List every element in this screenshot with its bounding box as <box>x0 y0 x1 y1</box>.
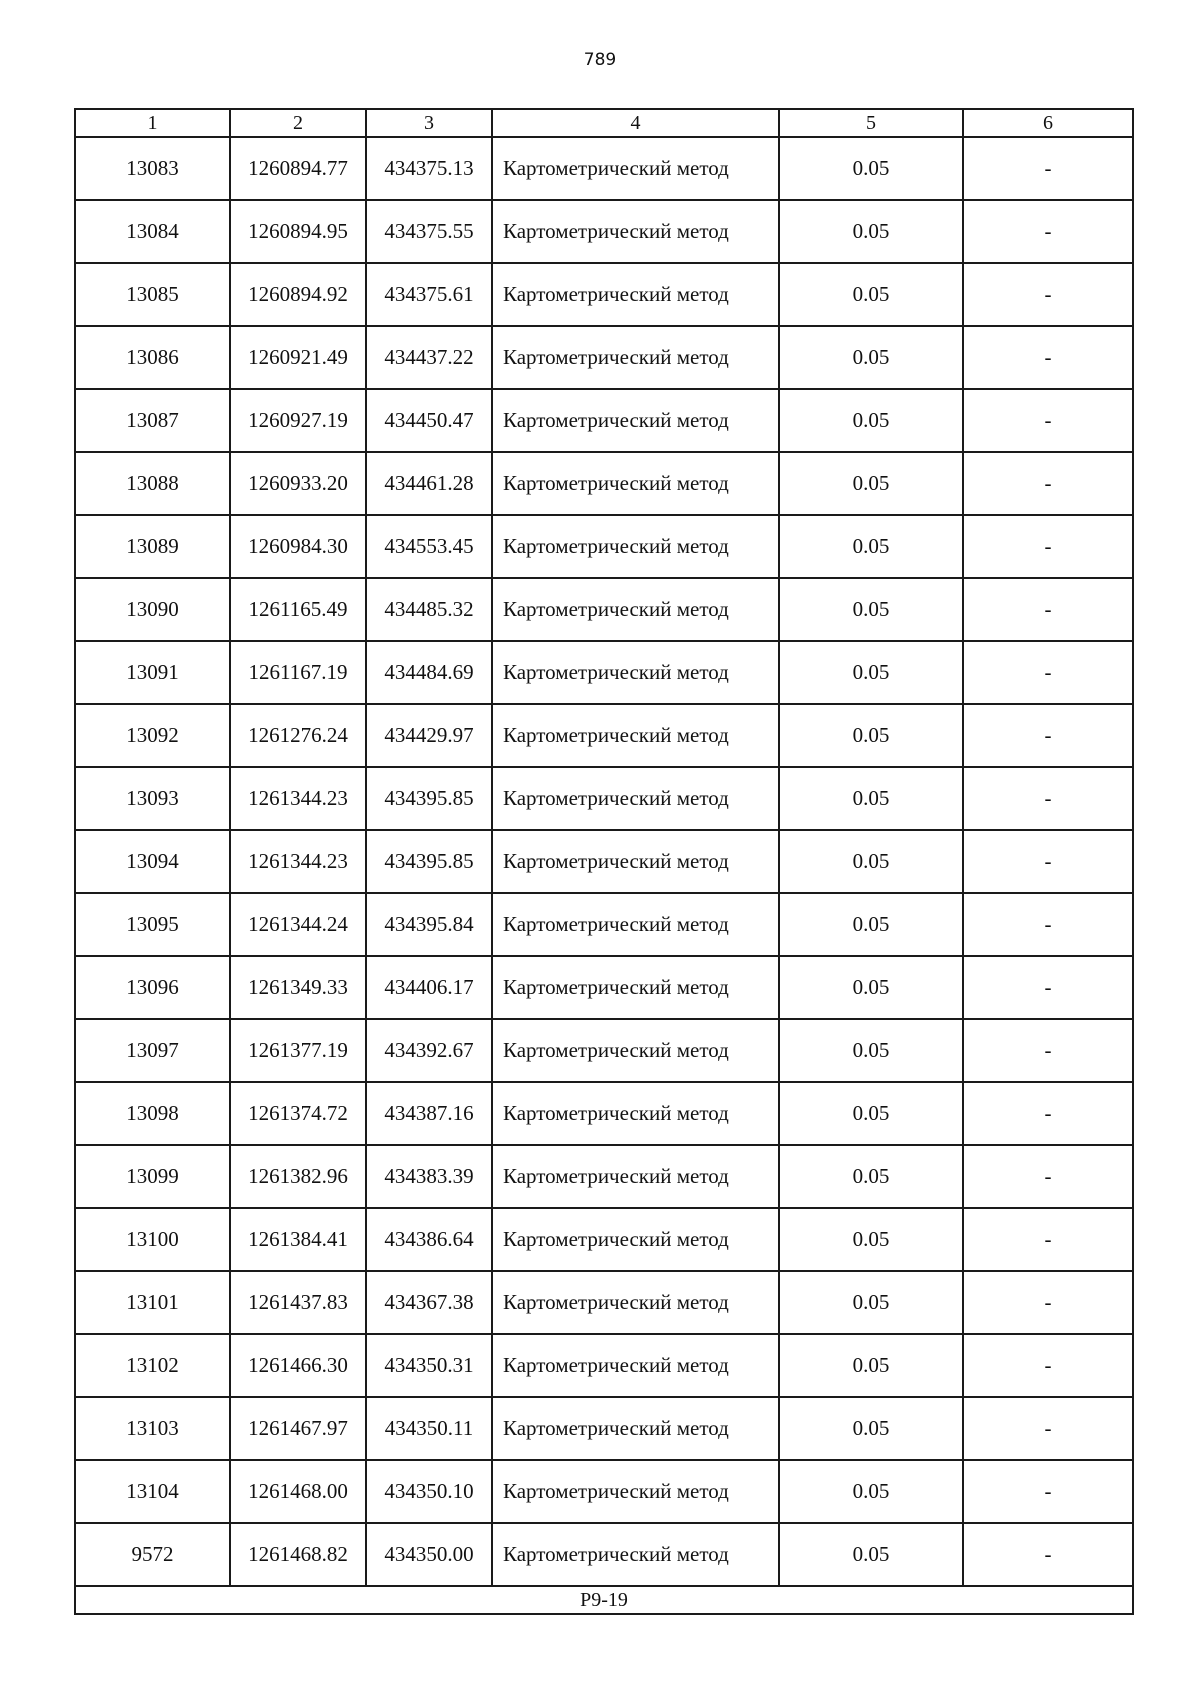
y-coordinate-cell: 434367.38 <box>366 1271 492 1334</box>
point-number-cell: 9572 <box>75 1523 230 1586</box>
table-row <box>75 200 1133 263</box>
description-cell: - <box>963 1145 1133 1208</box>
page-number: 789 <box>583 50 617 70</box>
table-row <box>75 137 1133 200</box>
table-row <box>75 1019 1133 1082</box>
point-number-cell: 13100 <box>75 1208 230 1271</box>
point-number-cell: 13091 <box>75 641 230 704</box>
accuracy-cell: 0.05 <box>779 1397 963 1460</box>
method-cell: Картометрический метод <box>492 830 779 893</box>
description-cell: - <box>963 200 1133 263</box>
column-header-5: 5 <box>779 109 963 137</box>
x-coordinate-cell: 1261276.24 <box>230 704 366 767</box>
coordinates-table <box>74 108 1134 1615</box>
table-body <box>75 137 1133 1586</box>
accuracy-cell: 0.05 <box>779 1271 963 1334</box>
description-cell: - <box>963 515 1133 578</box>
y-coordinate-cell: 434386.64 <box>366 1208 492 1271</box>
y-coordinate-cell: 434461.28 <box>366 452 492 515</box>
description-cell: - <box>963 1460 1133 1523</box>
x-coordinate-cell: 1261468.00 <box>230 1460 366 1523</box>
accuracy-cell: 0.05 <box>779 1523 963 1586</box>
x-coordinate-cell: 1261467.97 <box>230 1397 366 1460</box>
accuracy-cell: 0.05 <box>779 1460 963 1523</box>
x-coordinate-cell: 1261384.41 <box>230 1208 366 1271</box>
description-cell: - <box>963 1334 1133 1397</box>
y-coordinate-cell: 434406.17 <box>366 956 492 1019</box>
x-coordinate-cell: 1261377.19 <box>230 1019 366 1082</box>
point-number-cell: 13103 <box>75 1397 230 1460</box>
table-row <box>75 767 1133 830</box>
table-row <box>75 1523 1133 1586</box>
sheet-code: Р9-19 <box>75 1586 1133 1614</box>
y-coordinate-cell: 434387.16 <box>366 1082 492 1145</box>
column-header-2: 2 <box>230 109 366 137</box>
description-cell: - <box>963 263 1133 326</box>
table-row <box>75 263 1133 326</box>
method-cell: Картометрический метод <box>492 326 779 389</box>
accuracy-cell: 0.05 <box>779 956 963 1019</box>
y-coordinate-cell: 434350.31 <box>366 1334 492 1397</box>
accuracy-cell: 0.05 <box>779 137 963 200</box>
x-coordinate-cell: 1261344.23 <box>230 767 366 830</box>
table-row <box>75 1271 1133 1334</box>
method-cell: Картометрический метод <box>492 1397 779 1460</box>
description-cell: - <box>963 1082 1133 1145</box>
table-row <box>75 1208 1133 1271</box>
table-row <box>75 641 1133 704</box>
table-row <box>75 956 1133 1019</box>
x-coordinate-cell: 1261468.82 <box>230 1523 366 1586</box>
header-row <box>75 109 1133 137</box>
y-coordinate-cell: 434375.55 <box>366 200 492 263</box>
x-coordinate-cell: 1261344.23 <box>230 830 366 893</box>
accuracy-cell: 0.05 <box>779 704 963 767</box>
x-coordinate-cell: 1261349.33 <box>230 956 366 1019</box>
description-cell: - <box>963 1397 1133 1460</box>
method-cell: Картометрический метод <box>492 641 779 704</box>
method-cell: Картометрический метод <box>492 1082 779 1145</box>
description-cell: - <box>963 1271 1133 1334</box>
x-coordinate-cell: 1260984.30 <box>230 515 366 578</box>
accuracy-cell: 0.05 <box>779 641 963 704</box>
method-cell: Картометрический метод <box>492 1523 779 1586</box>
y-coordinate-cell: 434375.61 <box>366 263 492 326</box>
table-row <box>75 1460 1133 1523</box>
x-coordinate-cell: 1260894.77 <box>230 137 366 200</box>
method-cell: Картометрический метод <box>492 389 779 452</box>
description-cell: - <box>963 578 1133 641</box>
method-cell: Картометрический метод <box>492 1334 779 1397</box>
point-number-cell: 13093 <box>75 767 230 830</box>
accuracy-cell: 0.05 <box>779 515 963 578</box>
x-coordinate-cell: 1261437.83 <box>230 1271 366 1334</box>
method-cell: Картометрический метод <box>492 1208 779 1271</box>
table-row <box>75 893 1133 956</box>
accuracy-cell: 0.05 <box>779 263 963 326</box>
point-number-cell: 13097 <box>75 1019 230 1082</box>
table-row <box>75 326 1133 389</box>
accuracy-cell: 0.05 <box>779 767 963 830</box>
method-cell: Картометрический метод <box>492 1460 779 1523</box>
description-cell: - <box>963 137 1133 200</box>
point-number-cell: 13084 <box>75 200 230 263</box>
point-number-cell: 13095 <box>75 893 230 956</box>
accuracy-cell: 0.05 <box>779 1208 963 1271</box>
description-cell: - <box>963 1523 1133 1586</box>
table-header <box>75 109 1133 137</box>
description-cell: - <box>963 452 1133 515</box>
method-cell: Картометрический метод <box>492 704 779 767</box>
point-number-cell: 13102 <box>75 1334 230 1397</box>
point-number-cell: 13090 <box>75 578 230 641</box>
description-cell: - <box>963 389 1133 452</box>
point-number-cell: 13085 <box>75 263 230 326</box>
table-row <box>75 830 1133 893</box>
x-coordinate-cell: 1260894.92 <box>230 263 366 326</box>
accuracy-cell: 0.05 <box>779 578 963 641</box>
y-coordinate-cell: 434450.47 <box>366 389 492 452</box>
description-cell: - <box>963 1208 1133 1271</box>
method-cell: Картометрический метод <box>492 1019 779 1082</box>
accuracy-cell: 0.05 <box>779 893 963 956</box>
x-coordinate-cell: 1261167.19 <box>230 641 366 704</box>
y-coordinate-cell: 434350.10 <box>366 1460 492 1523</box>
accuracy-cell: 0.05 <box>779 830 963 893</box>
method-cell: Картометрический метод <box>492 578 779 641</box>
y-coordinate-cell: 434350.11 <box>366 1397 492 1460</box>
method-cell: Картометрический метод <box>492 452 779 515</box>
method-cell: Картометрический метод <box>492 515 779 578</box>
y-coordinate-cell: 434392.67 <box>366 1019 492 1082</box>
table-row <box>75 1334 1133 1397</box>
column-header-4: 4 <box>492 109 779 137</box>
description-cell: - <box>963 767 1133 830</box>
description-cell: - <box>963 830 1133 893</box>
accuracy-cell: 0.05 <box>779 1019 963 1082</box>
accuracy-cell: 0.05 <box>779 389 963 452</box>
point-number-cell: 13099 <box>75 1145 230 1208</box>
point-number-cell: 13089 <box>75 515 230 578</box>
y-coordinate-cell: 434395.84 <box>366 893 492 956</box>
table-row <box>75 1145 1133 1208</box>
y-coordinate-cell: 434350.00 <box>366 1523 492 1586</box>
y-coordinate-cell: 434395.85 <box>366 767 492 830</box>
method-cell: Картометрический метод <box>492 893 779 956</box>
y-coordinate-cell: 434375.13 <box>366 137 492 200</box>
footer-row <box>75 1586 1133 1614</box>
x-coordinate-cell: 1260933.20 <box>230 452 366 515</box>
description-cell: - <box>963 893 1133 956</box>
x-coordinate-cell: 1261466.30 <box>230 1334 366 1397</box>
point-number-cell: 13086 <box>75 326 230 389</box>
x-coordinate-cell: 1261344.24 <box>230 893 366 956</box>
method-cell: Картометрический метод <box>492 200 779 263</box>
x-coordinate-cell: 1260921.49 <box>230 326 366 389</box>
point-number-cell: 13101 <box>75 1271 230 1334</box>
accuracy-cell: 0.05 <box>779 326 963 389</box>
method-cell: Картометрический метод <box>492 137 779 200</box>
y-coordinate-cell: 434429.97 <box>366 704 492 767</box>
accuracy-cell: 0.05 <box>779 452 963 515</box>
x-coordinate-cell: 1261374.72 <box>230 1082 366 1145</box>
table-row <box>75 1397 1133 1460</box>
description-cell: - <box>963 704 1133 767</box>
table-row <box>75 704 1133 767</box>
point-number-cell: 13094 <box>75 830 230 893</box>
y-coordinate-cell: 434485.32 <box>366 578 492 641</box>
column-header-6: 6 <box>963 109 1133 137</box>
method-cell: Картометрический метод <box>492 956 779 1019</box>
column-header-1: 1 <box>75 109 230 137</box>
point-number-cell: 13092 <box>75 704 230 767</box>
accuracy-cell: 0.05 <box>779 200 963 263</box>
accuracy-cell: 0.05 <box>779 1334 963 1397</box>
y-coordinate-cell: 434437.22 <box>366 326 492 389</box>
description-cell: - <box>963 1019 1133 1082</box>
column-header-3: 3 <box>366 109 492 137</box>
table-row <box>75 1082 1133 1145</box>
x-coordinate-cell: 1260927.19 <box>230 389 366 452</box>
y-coordinate-cell: 434383.39 <box>366 1145 492 1208</box>
point-number-cell: 13088 <box>75 452 230 515</box>
point-number-cell: 13087 <box>75 389 230 452</box>
method-cell: Картометрический метод <box>492 1271 779 1334</box>
table-row <box>75 389 1133 452</box>
method-cell: Картометрический метод <box>492 767 779 830</box>
description-cell: - <box>963 326 1133 389</box>
table-row <box>75 452 1133 515</box>
y-coordinate-cell: 434553.45 <box>366 515 492 578</box>
x-coordinate-cell: 1260894.95 <box>230 200 366 263</box>
table-row <box>75 515 1133 578</box>
y-coordinate-cell: 434484.69 <box>366 641 492 704</box>
point-number-cell: 13096 <box>75 956 230 1019</box>
description-cell: - <box>963 641 1133 704</box>
y-coordinate-cell: 434395.85 <box>366 830 492 893</box>
point-number-cell: 13098 <box>75 1082 230 1145</box>
description-cell: - <box>963 956 1133 1019</box>
table-row <box>75 578 1133 641</box>
method-cell: Картометрический метод <box>492 263 779 326</box>
point-number-cell: 13083 <box>75 137 230 200</box>
table-footer <box>75 1586 1133 1614</box>
point-number-cell: 13104 <box>75 1460 230 1523</box>
x-coordinate-cell: 1261382.96 <box>230 1145 366 1208</box>
method-cell: Картометрический метод <box>492 1145 779 1208</box>
accuracy-cell: 0.05 <box>779 1082 963 1145</box>
accuracy-cell: 0.05 <box>779 1145 963 1208</box>
x-coordinate-cell: 1261165.49 <box>230 578 366 641</box>
